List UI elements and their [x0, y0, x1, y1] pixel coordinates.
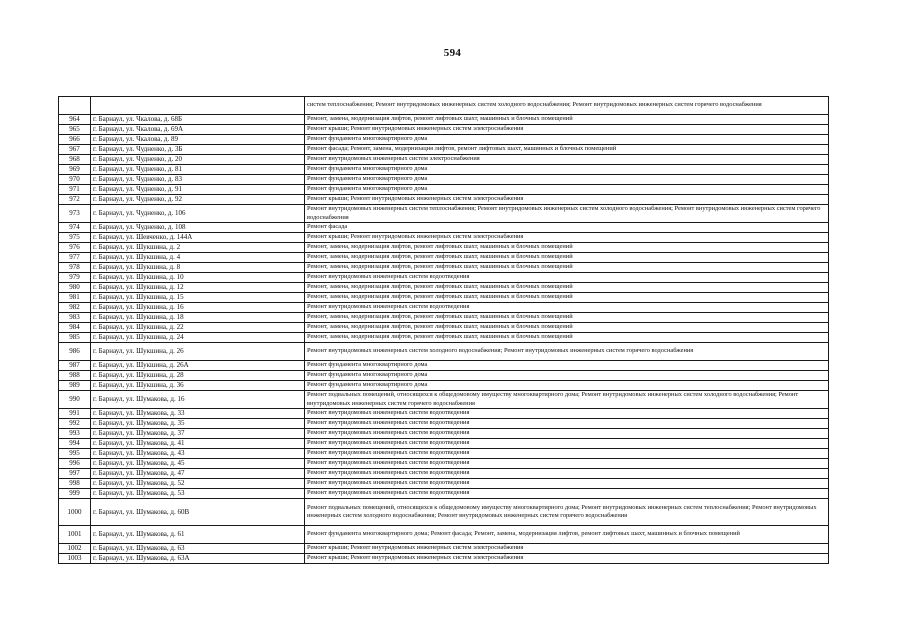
table-row: [59, 409, 829, 419]
row-number: 979: [59, 273, 91, 283]
table-row: [59, 263, 829, 273]
address-cell: г. Барнаул, ул. Шукшина, д. 4: [91, 253, 305, 263]
row-number: 1000: [59, 499, 91, 526]
address-cell: г. Барнаул, ул. Шумакова, д. 37: [91, 429, 305, 439]
row-number: 988: [59, 371, 91, 381]
work-type-cell: Ремонт фундамента многоквартирного дома: [305, 185, 829, 195]
row-number: 964: [59, 115, 91, 125]
row-number: 982: [59, 303, 91, 313]
address-cell: г. Барнаул, ул. Шукшина, д. 12: [91, 283, 305, 293]
row-number: 969: [59, 165, 91, 175]
address-cell: г. Барнаул, ул. Чкалова, д. 89: [91, 135, 305, 145]
address-cell: г. Барнаул, ул. Шумакова, д. 43: [91, 449, 305, 459]
row-number: 996: [59, 459, 91, 469]
address-cell: г. Барнаул, ул. Шевченко, д. 144А: [91, 233, 305, 243]
address-cell: г. Барнаул, ул. Шукшина, д. 26: [91, 343, 305, 361]
work-type-cell: Ремонт внутридомовых инженерных систем водоотведения: [305, 429, 829, 439]
table-row: [59, 313, 829, 323]
address-cell: г. Барнаул, ул. Шумакова, д. 41: [91, 439, 305, 449]
row-number: 989: [59, 381, 91, 391]
work-type-cell: Ремонт фундамента многоквартирного дома: [305, 361, 829, 371]
page-number: 594: [443, 47, 462, 59]
row-number: 967: [59, 145, 91, 155]
address-cell: г. Барнаул, ул. Чудненко, д. 81: [91, 165, 305, 175]
table-row: [59, 449, 829, 459]
address-cell: г. Барнаул, ул. Шумакова, д. 60В: [91, 499, 305, 526]
table-row: [59, 391, 829, 409]
address-cell: г. Барнаул, ул. Чудненко, д. 92: [91, 195, 305, 205]
address-cell: г. Барнаул, ул. Шумакова, д. 45: [91, 459, 305, 469]
row-number: 1002: [59, 544, 91, 554]
address-cell: г. Барнаул, ул. Шукшина, д. 2: [91, 243, 305, 253]
address-cell: г. Барнаул, ул. Чудненко, д. 106: [91, 205, 305, 223]
work-type-cell: Ремонт внутридомовых инженерных систем водоотведения: [305, 489, 829, 499]
address-cell: г. Барнаул, ул. Шукшина, д. 24: [91, 333, 305, 343]
table-row: [59, 233, 829, 243]
work-type-cell: Ремонт крыши; Ремонт внутридомовых инженерных систем электроснабжения: [305, 554, 829, 564]
row-number: 1001: [59, 526, 91, 544]
table-row: [59, 125, 829, 135]
table-row: [59, 381, 829, 391]
address-cell: г. Барнаул, ул. Чкалова, д. 69А: [91, 125, 305, 135]
address-cell: [91, 97, 305, 115]
row-number: 990: [59, 391, 91, 409]
table-row: [59, 499, 829, 526]
work-type-cell: Ремонт крыши; Ремонт внутридомовых инженерных систем электроснабжения: [305, 233, 829, 243]
work-type-cell: систем теплоснабжения; Ремонт внутридомовых инженерных систем холодного водоснабжения; Ремонт внутридомовых инженерных систем горячего водоснабжения: [305, 97, 829, 115]
table-row: [59, 371, 829, 381]
table-row: [59, 135, 829, 145]
table-row: [59, 479, 829, 489]
work-type-cell: Ремонт, замена, модернизация лифтов, ремонт лифтовых шахт, машинных и блочных помещений: [305, 263, 829, 273]
work-type-cell: Ремонт фундамента многоквартирного дома; Ремонт фасада; Ремонт, замена, модернизация лифтов, ремонт лифтовых шахт, машинных и блочных помещений: [305, 526, 829, 544]
row-number: 1003: [59, 554, 91, 564]
table-row: [59, 544, 829, 554]
table-row: [59, 273, 829, 283]
address-cell: г. Барнаул, ул. Шукшина, д. 26А: [91, 361, 305, 371]
work-type-cell: Ремонт фундамента многоквартирного дома: [305, 135, 829, 145]
work-type-cell: Ремонт внутридомовых инженерных систем водоотведения: [305, 303, 829, 313]
work-type-cell: Ремонт фундамента многоквартирного дома: [305, 381, 829, 391]
work-type-cell: Ремонт фундамента многоквартирного дома: [305, 165, 829, 175]
row-number: 975: [59, 233, 91, 243]
address-cell: г. Барнаул, ул. Шукшина, д. 10: [91, 273, 305, 283]
row-number: 976: [59, 243, 91, 253]
row-number: 973: [59, 205, 91, 223]
row-number: 970: [59, 175, 91, 185]
table-row: [59, 303, 829, 313]
work-type-cell: Ремонт, замена, модернизация лифтов, ремонт лифтовых шахт, машинных и блочных помещений: [305, 323, 829, 333]
work-type-cell: Ремонт, замена, модернизация лифтов, ремонт лифтовых шахт, машинных и блочных помещений: [305, 115, 829, 125]
work-type-cell: Ремонт крыши; Ремонт внутридомовых инженерных систем электроснабжения: [305, 195, 829, 205]
work-type-cell: Ремонт внутридомовых инженерных систем водоотведения: [305, 439, 829, 449]
row-number: 974: [59, 223, 91, 233]
row-number: 993: [59, 429, 91, 439]
work-type-cell: Ремонт, замена, модернизация лифтов, ремонт лифтовых шахт, машинных и блочных помещений: [305, 283, 829, 293]
table-row: [59, 459, 829, 469]
row-number: 984: [59, 323, 91, 333]
row-number: 987: [59, 361, 91, 371]
repair-table-body: [59, 97, 829, 564]
row-number: 997: [59, 469, 91, 479]
repair-table: [58, 96, 829, 564]
work-type-cell: Ремонт внутридомовых инженерных систем водоотведения: [305, 409, 829, 419]
table-row: [59, 439, 829, 449]
work-type-cell: Ремонт фундамента многоквартирного дома: [305, 175, 829, 185]
row-number: 986: [59, 343, 91, 361]
address-cell: г. Барнаул, ул. Шукшина, д. 16: [91, 303, 305, 313]
work-type-cell: Ремонт внутридомовых инженерных систем теплоснабжения; Ремонт внутридомовых инженерных систем холодного водоснабжения; Ремонт внутридомовых инженерных систем горячего водоснабжения: [305, 205, 829, 223]
work-type-cell: Ремонт, замена, модернизация лифтов, ремонт лифтовых шахт, машинных и блочных помещений: [305, 293, 829, 303]
work-type-cell: Ремонт фасада; Ремонт, замена, модернизация лифтов, ремонт лифтовых шахт, машинных и блочных помещений: [305, 145, 829, 155]
row-number: 980: [59, 283, 91, 293]
row-number: 981: [59, 293, 91, 303]
work-type-cell: Ремонт внутридомовых инженерных систем водоотведения: [305, 479, 829, 489]
work-type-cell: Ремонт, замена, модернизация лифтов, ремонт лифтовых шахт, машинных и блочных помещений: [305, 253, 829, 263]
address-cell: г. Барнаул, ул. Чудненко, д. 20: [91, 155, 305, 165]
work-type-cell: Ремонт крыши; Ремонт внутридомовых инженерных систем электроснабжения: [305, 125, 829, 135]
work-type-cell: Ремонт фундамента многоквартирного дома: [305, 371, 829, 381]
work-type-cell: Ремонт внутридомовых инженерных систем водоотведения: [305, 273, 829, 283]
table-row: [59, 155, 829, 165]
table-row: [59, 343, 829, 361]
table-row: [59, 145, 829, 155]
address-cell: г. Барнаул, ул. Чкалова, д. 68Б: [91, 115, 305, 125]
work-type-cell: Ремонт внутридомовых инженерных систем холодного водоснабжения; Ремонт внутридомовых инженерных систем горячего водоснабжения: [305, 343, 829, 361]
work-type-cell: Ремонт фасада: [305, 223, 829, 233]
work-type-cell: Ремонт подвальных помещений, относящихся к общедомовому имуществу многоквартирного дома; Ремонт внутридомовых инженерных систем холодного водоснабжения; Ремонт внутридомовых инженерных систем горячего водоснабжения: [305, 391, 829, 409]
address-cell: г. Барнаул, ул. Шукшина, д. 18: [91, 313, 305, 323]
work-type-cell: Ремонт подвальных помещений, относящихся к общедомовому имуществу многоквартирного дома; Ремонт внутридомовых инженерных систем теплоснабжения; Ремонт внутридомовых инженерных систем холодного водоснабжения; Ремонт внутридомовых инженерных систем горячего водоснабжения: [305, 499, 829, 526]
row-number: 965: [59, 125, 91, 135]
address-cell: г. Барнаул, ул. Шумакова, д. 52: [91, 479, 305, 489]
table-row: [59, 175, 829, 185]
table-row: [59, 97, 829, 115]
row-number: 966: [59, 135, 91, 145]
address-cell: г. Барнаул, ул. Чудненко, д. 83: [91, 175, 305, 185]
row-number: 978: [59, 263, 91, 273]
address-cell: г. Барнаул, ул. Чудненко, д. 108: [91, 223, 305, 233]
table-row: [59, 195, 829, 205]
table-row: [59, 333, 829, 343]
table-row: [59, 361, 829, 371]
table-row: [59, 293, 829, 303]
row-number: 998: [59, 479, 91, 489]
address-cell: г. Барнаул, ул. Чудненко, д. 3Б: [91, 145, 305, 155]
row-number: 983: [59, 313, 91, 323]
address-cell: г. Барнаул, ул. Шумакова, д. 47: [91, 469, 305, 479]
table-row: [59, 323, 829, 333]
address-cell: г. Барнаул, ул. Шукшина, д. 36: [91, 381, 305, 391]
address-cell: г. Барнаул, ул. Шумакова, д. 61: [91, 526, 305, 544]
address-cell: г. Барнаул, ул. Шумакова, д. 63А: [91, 554, 305, 564]
table-row: [59, 526, 829, 544]
table-row: [59, 115, 829, 125]
work-type-cell: Ремонт внутридомовых инженерных систем водоотведения: [305, 459, 829, 469]
table-row: [59, 205, 829, 223]
work-type-cell: Ремонт внутридомовых инженерных систем электроснабжения: [305, 155, 829, 165]
row-number: 968: [59, 155, 91, 165]
table-row: [59, 253, 829, 263]
address-cell: г. Барнаул, ул. Шукшина, д. 22: [91, 323, 305, 333]
address-cell: г. Барнаул, ул. Шумакова, д. 53: [91, 489, 305, 499]
table-row: [59, 554, 829, 564]
table-row: [59, 243, 829, 253]
row-number: 977: [59, 253, 91, 263]
table-row: [59, 489, 829, 499]
row-number: 999: [59, 489, 91, 499]
work-type-cell: Ремонт внутридомовых инженерных систем водоотведения: [305, 419, 829, 429]
table-row: [59, 469, 829, 479]
address-cell: г. Барнаул, ул. Шукшина, д. 8: [91, 263, 305, 273]
table-row: [59, 185, 829, 195]
address-cell: г. Барнаул, ул. Чудненко, д. 91: [91, 185, 305, 195]
row-number: 972: [59, 195, 91, 205]
address-cell: г. Барнаул, ул. Шумакова, д. 33: [91, 409, 305, 419]
work-type-cell: Ремонт крыши; Ремонт внутридомовых инженерных систем электроснабжения: [305, 544, 829, 554]
row-number: 992: [59, 419, 91, 429]
address-cell: г. Барнаул, ул. Шукшина, д. 28: [91, 371, 305, 381]
row-number: [59, 97, 91, 115]
work-type-cell: Ремонт внутридомовых инженерных систем водоотведения: [305, 469, 829, 479]
address-cell: г. Барнаул, ул. Шумакова, д. 16: [91, 391, 305, 409]
work-type-cell: Ремонт, замена, модернизация лифтов, ремонт лифтовых шахт, машинных и блочных помещений: [305, 333, 829, 343]
work-type-cell: Ремонт, замена, модернизация лифтов, ремонт лифтовых шахт, машинных и блочных помещений: [305, 243, 829, 253]
row-number: 991: [59, 409, 91, 419]
address-cell: г. Барнаул, ул. Шукшина, д. 15: [91, 293, 305, 303]
address-cell: г. Барнаул, ул. Шумакова, д. 63: [91, 544, 305, 554]
row-number: 995: [59, 449, 91, 459]
row-number: 985: [59, 333, 91, 343]
row-number: 971: [59, 185, 91, 195]
table-row: [59, 429, 829, 439]
work-type-cell: Ремонт, замена, модернизация лифтов, ремонт лифтовых шахт, машинных и блочных помещений: [305, 313, 829, 323]
row-number: 994: [59, 439, 91, 449]
table-row: [59, 283, 829, 293]
work-type-cell: Ремонт внутридомовых инженерных систем водоотведения: [305, 449, 829, 459]
table-row: [59, 165, 829, 175]
address-cell: г. Барнаул, ул. Шумакова, д. 35: [91, 419, 305, 429]
table-row: [59, 223, 829, 233]
table-row: [59, 419, 829, 429]
